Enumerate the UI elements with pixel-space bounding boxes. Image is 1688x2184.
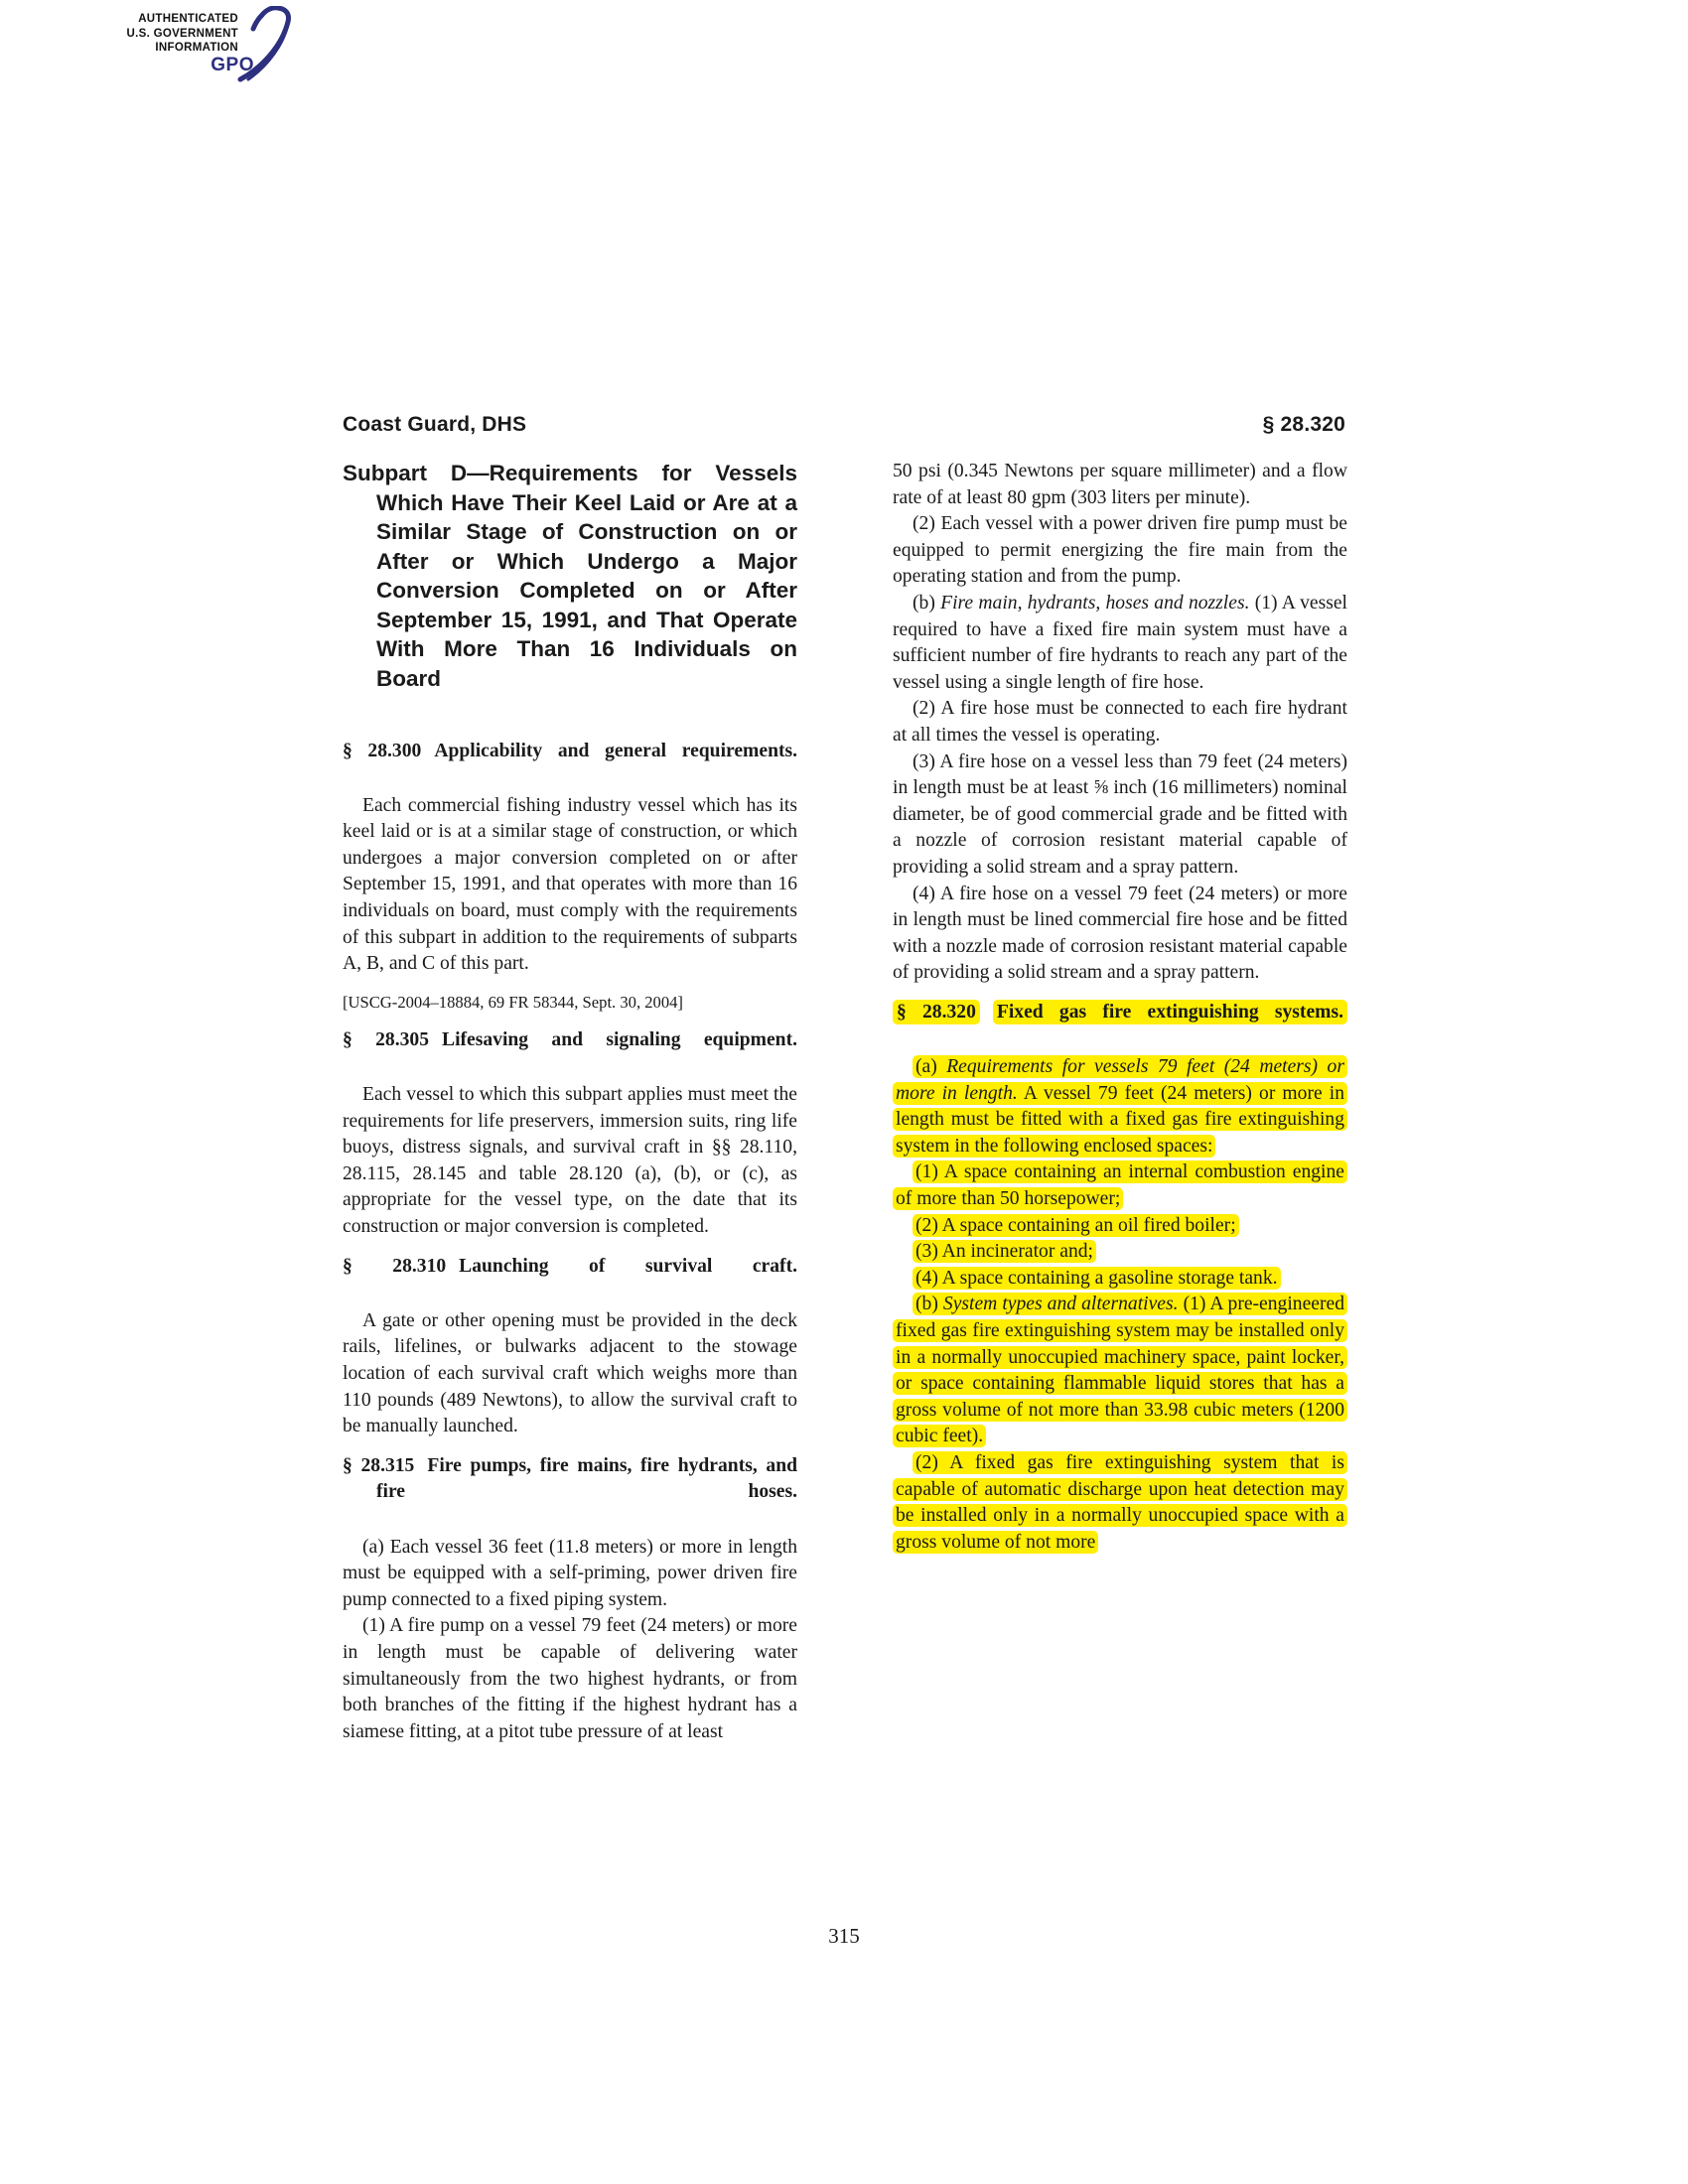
- section-heading-28-320: [893, 1000, 1347, 1052]
- paragraph: (2) A fire hose must be connected to each fire hydrant at all times the vessel is operating.: [893, 698, 1347, 746]
- paragraph-28-320-b2: (2) A fixed gas fire extinguishing system that is capable of automatic discharge upon heat detection may be installed only in a normally unoccupied space with a gross volume of not more: [893, 1450, 1347, 1556]
- running-head-right: § 28.320: [1262, 413, 1345, 436]
- section-title-28-320: Fixed gas fire extinguishing systems.: [993, 1000, 1347, 1024]
- section-title-28-310: Launching of survival craft.: [459, 1255, 797, 1277]
- paragraph: Each commercial fishing industry vessel which has its keel laid or is at a similar stage of construction, or which undergoes a major conversion completed on or after September 15, 1991, and that operates with more than 16 individuals on board, must comply with the requirements of this subpart in addition to the requirements of subparts A, B, and C of this part.: [343, 794, 797, 975]
- paragraph-28-320-b1: (b) System types and alternatives. (1) A pre-engineered fixed gas fire extinguishing system may be installed only in a normally unoccupied machinery space, paint locker, or space containing flammable liquid stores that has a gross volume of not more than 33.98 cubic meters (1200 cubic feet).: [893, 1292, 1347, 1450]
- running-head: [343, 413, 1345, 441]
- page-number: 315: [828, 1924, 860, 1948]
- paragraph: (4) A fire hose on a vessel 79 feet (24 meters) or more in length must be lined commercial fire hose and be fitted with a nozzle made of corrosion resistant material capable of providing a solid stream and a spray pattern.: [893, 883, 1347, 984]
- two-column-body: [343, 459, 1347, 1745]
- section-title-28-305: Lifesaving and signaling equipment.: [442, 1028, 797, 1050]
- section-number-28-315: § 28.315: [343, 1454, 415, 1476]
- list-item: (1) A space containing an internal combustion engine of more than 50 horsepower;: [893, 1160, 1347, 1212]
- section-title-28-300: Applicability and general requirements.: [434, 740, 798, 761]
- gpo-wordmark: GPO: [211, 55, 254, 75]
- left-column: [343, 459, 797, 1745]
- section-number-28-320: § 28.320: [897, 1001, 976, 1023]
- right-column: [893, 459, 1347, 1556]
- seal-line-information: INFORMATION: [155, 42, 238, 54]
- section-number-28-310: § 28.310: [343, 1255, 447, 1277]
- section-heading-28-310: [343, 1254, 797, 1306]
- paragraph: (a) Each vessel 36 feet (11.8 meters) or more in length must be equipped with a self-priming, power driven fire pump connected to a fixed piping system.: [343, 1536, 797, 1610]
- paragraph: A gate or other opening must be provided in the deck rails, lifelines, or bulwarks adjacent to the stowage location of each survival craft which weighs more than 110 pounds (489 Newtons), to allow the survival craft to be manually launched.: [343, 1309, 797, 1437]
- section-number-28-300: § 28.300: [343, 740, 422, 761]
- paragraph: (2) Each vessel with a power driven fire pump must be equipped to permit energizing the fire main from the operating station and from the pump.: [893, 513, 1347, 588]
- seal-line-authenticated: AUTHENTICATED: [138, 13, 238, 25]
- section-heading-28-300: [343, 739, 797, 791]
- subpart-d-heading: Subpart D—Requirements for Vessels Which Have Their Keel Laid or Are at a Similar Stage of Construction on or After or Which Undergo a Major Conversion Completed on or After September 15, 1991, and That Operate With More Than 16 Individuals on Board: [343, 461, 797, 691]
- paragraph: Each vessel to which this subpart applies must meet the requirements for life preservers, immersion suits, ring life buoys, distress signals, and survival craft in §§ 28.110, 28.115, 28.145 and table 28.120 (a), (b), or (c), as appropriate for the vessel type, on the date that its construction or major conversion is completed.: [343, 1084, 797, 1237]
- running-head-left: Coast Guard, DHS: [343, 413, 527, 436]
- italic-runin-heading: Requirements for vessels 79 feet (24 meters) or more in length.: [896, 1056, 1344, 1104]
- list-item: (2) A space containing an oil fired boiler;: [893, 1213, 1347, 1240]
- seal-line-us-government: U.S. GOVERNMENT: [126, 27, 238, 40]
- section-title-28-315: Fire pumps, fire mains, fire hydrants, and fire hoses.: [376, 1454, 798, 1503]
- section-heading-28-305: [343, 1027, 797, 1080]
- paragraph-continuation: 50 psi (0.345 Newtons per square millimeter) and a flow rate of at least 80 gpm (303 liters per minute).: [893, 461, 1347, 508]
- italic-runin-heading: System types and alternatives.: [942, 1294, 1179, 1315]
- italic-runin-heading: Fire main, hydrants, hoses and nozzles.: [940, 592, 1250, 614]
- paragraph: (3) A fire hose on a vessel less than 79 feet (24 meters) in length must be at least ⅝ inch (16 millimeters) nominal diameter, be of good commercial grade and be fitted with a nozzle of corrosion resistant material capable of providing a solid stream and a spray pattern.: [893, 751, 1347, 878]
- paragraph-28-320-a: (a) Requirements for vessels 79 feet (24 meters) or more in length. A vessel 79 feet (24 meters) or more in length must be fitted with a fixed gas fire extinguishing system in the following enclosed spaces:: [893, 1054, 1347, 1160]
- section-citation-28-300: [USCG-2004–18884, 69 FR 58344, Sept. 30, 2004]: [343, 992, 683, 1012]
- list-item: (4) A space containing a gasoline storage tank.: [893, 1266, 1347, 1293]
- section-heading-28-315: [343, 1453, 797, 1533]
- section-number-28-305: § 28.305: [343, 1028, 430, 1050]
- paragraph: (1) A fire pump on a vessel 79 feet (24 meters) or more in length must be capable of delivering water simultaneously from the two highest hydrants, or from both branches of the fitting if the highest hydrant has a siamese fitting, at a pitot tube pressure of at least: [343, 1615, 797, 1742]
- paragraph-28-315-b: (b) Fire main, hydrants, hoses and nozzles. (1) A vessel required to have a fixed fire main system must have a sufficient number of fire hydrants to reach any part of the vessel using a single length of fire hose.: [893, 592, 1347, 693]
- list-item: (3) An incinerator and;: [893, 1239, 1347, 1266]
